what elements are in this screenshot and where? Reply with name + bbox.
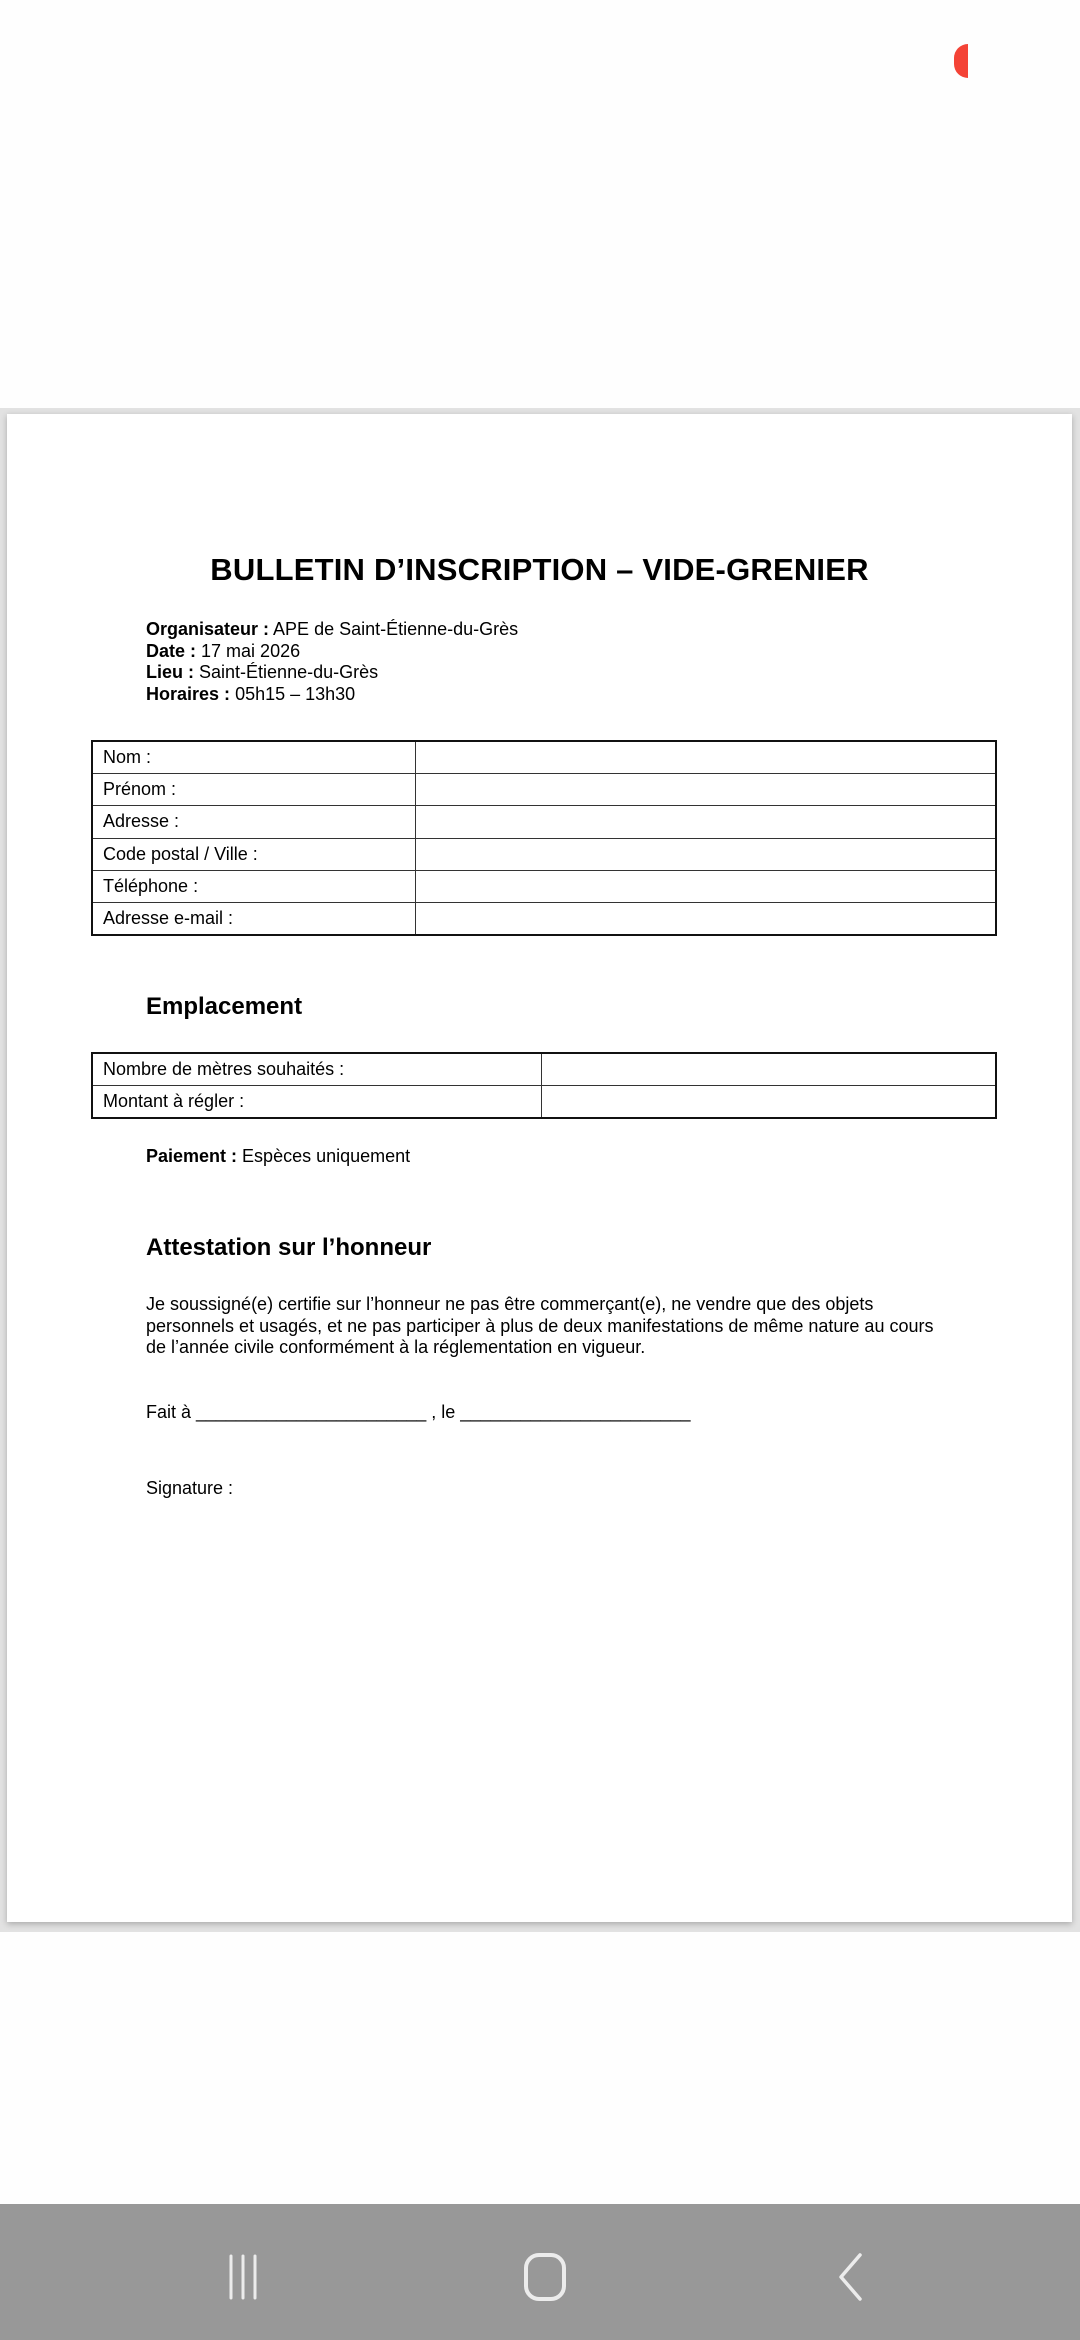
postcode-city-field[interactable] <box>415 838 996 870</box>
place-label: Lieu : <box>146 662 194 682</box>
field-label: Adresse e-mail : <box>92 903 415 935</box>
hours-label: Horaires : <box>146 683 231 704</box>
event-info <box>146 619 518 705</box>
table-row <box>92 773 996 805</box>
emplacement-heading: Emplacement <box>146 993 303 1020</box>
organizer-row <box>146 619 518 641</box>
email-field[interactable] <box>415 903 996 935</box>
date-value: 17 mai 2026 <box>201 640 301 661</box>
navigation-bar <box>0 2204 1080 2340</box>
date-row <box>146 641 518 663</box>
place-date-line: Fait à _______________________ , le _______________________ <box>146 1402 691 1422</box>
table-row <box>92 903 996 935</box>
field-label: Nombre de mètres souhaités : <box>92 1053 541 1085</box>
meters-field[interactable] <box>541 1053 996 1085</box>
payment-info <box>146 1146 410 1167</box>
signature-label: Signature : <box>146 1478 234 1498</box>
recents-icon <box>218 2252 268 2302</box>
payment-label: Paiement : <box>146 1146 238 1166</box>
attestation-heading: Attestation sur l’honneur <box>146 1234 432 1261</box>
amount-field[interactable] <box>541 1085 996 1117</box>
recording-indicator-icon <box>954 44 968 78</box>
organizer-value: APE de Saint-Étienne-du-Grès <box>273 619 519 639</box>
table-row <box>92 806 996 838</box>
field-label: Adresse : <box>92 806 415 838</box>
home-icon <box>520 2252 570 2302</box>
hours-value: 05h15 – 13h30 <box>235 683 356 704</box>
table-row <box>92 1085 996 1117</box>
recents-button[interactable] <box>213 2252 273 2302</box>
emplacement-table <box>91 1052 997 1119</box>
firstname-field[interactable] <box>415 773 996 805</box>
field-label: Prénom : <box>92 773 415 805</box>
identity-table <box>91 740 997 936</box>
table-row <box>92 871 996 903</box>
table-row <box>92 741 996 773</box>
document-title: BULLETIN D’INSCRIPTION – VIDE-GRENIER <box>210 552 869 587</box>
back-icon <box>823 2252 873 2302</box>
field-label: Code postal / Ville : <box>92 838 415 870</box>
address-field[interactable] <box>415 806 996 838</box>
table-row <box>92 1053 996 1085</box>
back-button[interactable] <box>818 2252 878 2302</box>
table-row <box>92 838 996 870</box>
place-value: Saint-Étienne-du-Grès <box>199 662 379 682</box>
field-label: Montant à régler : <box>92 1085 541 1117</box>
organizer-label: Organisateur : <box>146 619 270 639</box>
hours-row <box>146 684 518 706</box>
name-field[interactable] <box>415 741 996 773</box>
field-label: Nom : <box>92 741 415 773</box>
place-row <box>146 662 518 684</box>
date-label: Date : <box>146 640 197 661</box>
home-button[interactable] <box>515 2252 575 2302</box>
document-page[interactable] <box>7 414 1072 1922</box>
payment-value: Espèces uniquement <box>242 1146 411 1166</box>
attestation-text: Je soussigné(e) certifie sur l’honneur ne pas être commerçant(e), ne vendre que des objets personnels et usagés, et ne pas participer à plus de deux manifestations de même nature au cours de l’année civile conformément à la réglementation en vigueur. <box>146 1294 934 1358</box>
field-label: Téléphone : <box>92 871 415 903</box>
phone-field[interactable] <box>415 871 996 903</box>
